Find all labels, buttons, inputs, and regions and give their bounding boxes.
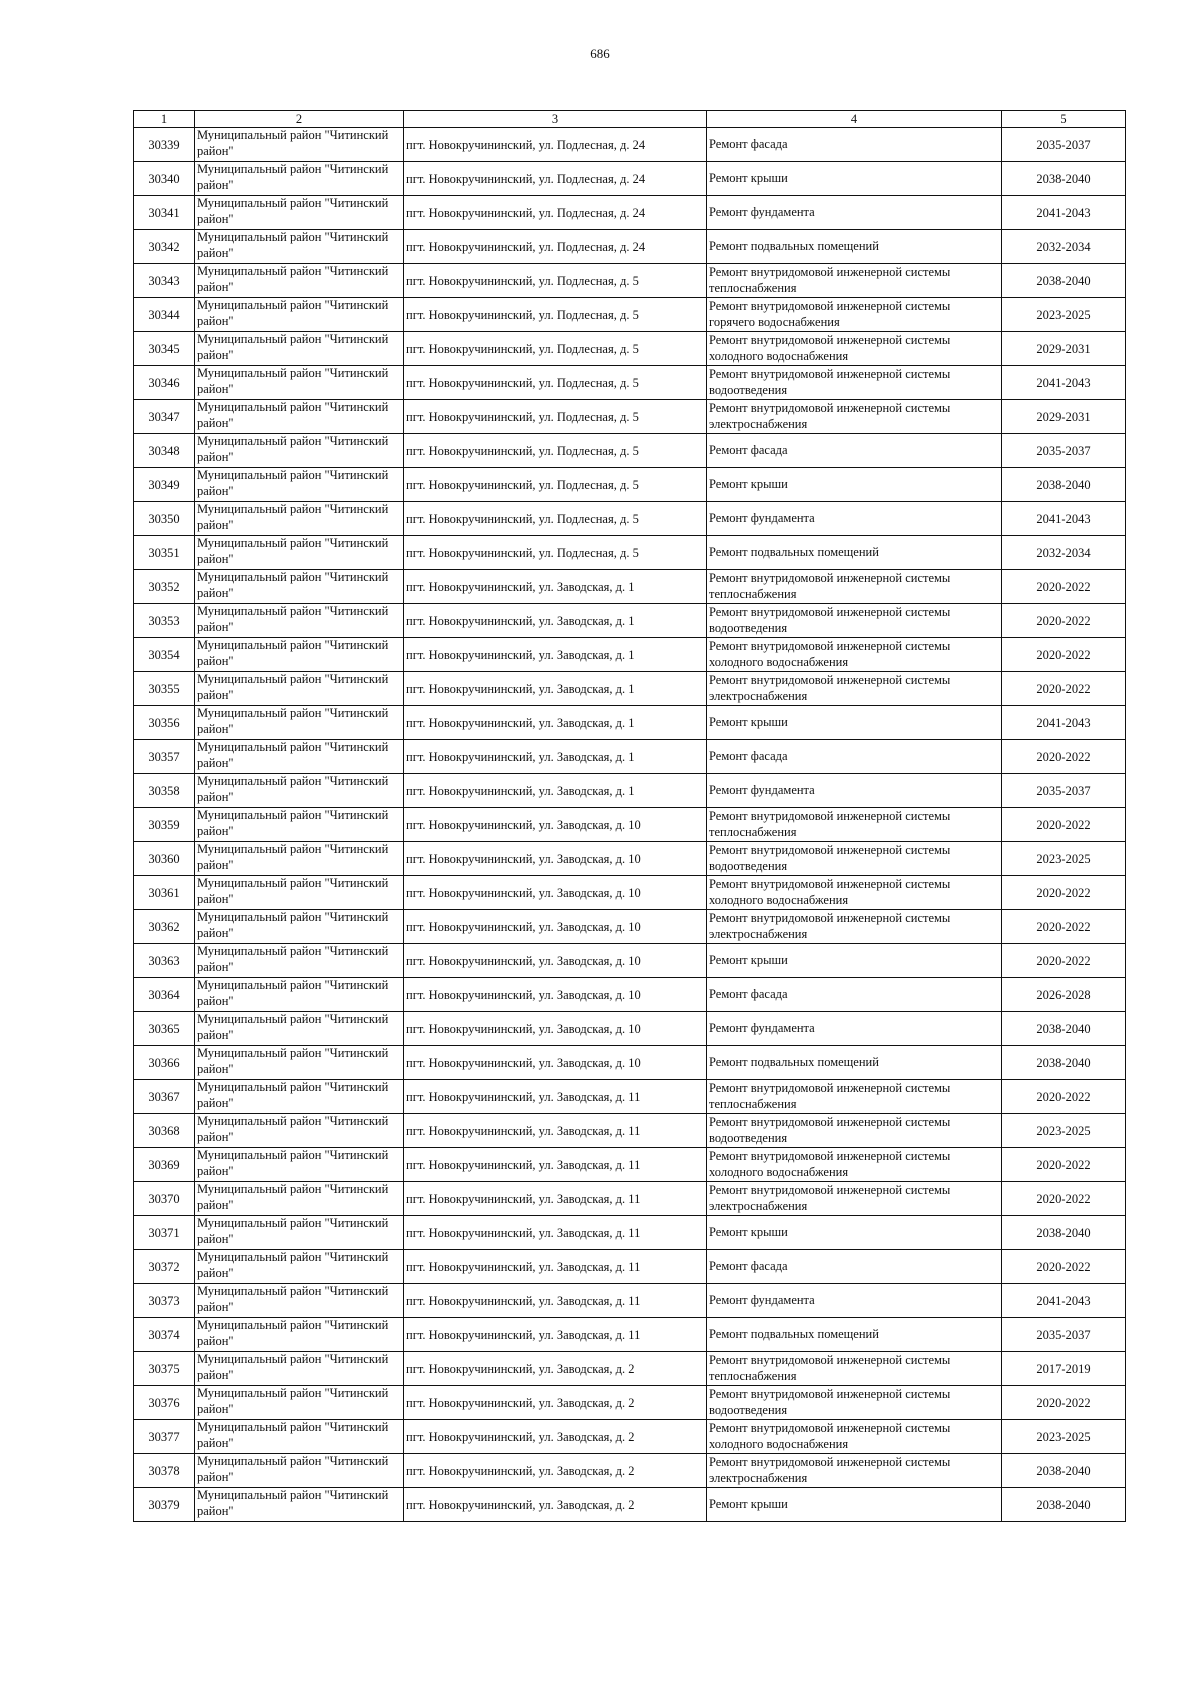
address-cell: пгт. Новокручининский, ул. Заводская, д. 1	[404, 638, 707, 672]
municipality-cell: Муниципальный район "Читинский район"	[195, 1250, 404, 1284]
row-number-cell: 30359	[134, 808, 195, 842]
work-type-cell: Ремонт внутридомовой инженерной системы электроснабжения	[707, 1182, 1002, 1216]
row-number-cell: 30351	[134, 536, 195, 570]
period-cell: 2041-2043	[1002, 366, 1126, 400]
table-row	[134, 706, 1126, 740]
municipality-cell: Муниципальный район "Читинский район"	[195, 128, 404, 162]
table-row	[134, 502, 1126, 536]
row-number-cell: 30360	[134, 842, 195, 876]
municipality-cell: Муниципальный район "Читинский район"	[195, 1216, 404, 1250]
municipality-cell: Муниципальный район "Читинский район"	[195, 434, 404, 468]
period-cell: 2035-2037	[1002, 434, 1126, 468]
work-type-cell: Ремонт крыши	[707, 468, 1002, 502]
period-cell: 2038-2040	[1002, 264, 1126, 298]
work-type-cell: Ремонт фундамента	[707, 774, 1002, 808]
municipality-cell: Муниципальный район "Читинский район"	[195, 1488, 404, 1522]
address-cell: пгт. Новокручининский, ул. Заводская, д. 11	[404, 1182, 707, 1216]
work-type-cell: Ремонт подвальных помещений	[707, 1318, 1002, 1352]
work-type-cell: Ремонт подвальных помещений	[707, 1046, 1002, 1080]
row-number-cell: 30379	[134, 1488, 195, 1522]
period-cell: 2017-2019	[1002, 1352, 1126, 1386]
municipality-cell: Муниципальный район "Читинский район"	[195, 944, 404, 978]
row-number-cell: 30373	[134, 1284, 195, 1318]
row-number-cell: 30346	[134, 366, 195, 400]
municipality-cell: Муниципальный район "Читинский район"	[195, 910, 404, 944]
row-number-cell: 30362	[134, 910, 195, 944]
municipality-cell: Муниципальный район "Читинский район"	[195, 1046, 404, 1080]
table-row	[134, 910, 1126, 944]
table-row	[134, 1114, 1126, 1148]
work-type-cell: Ремонт фундамента	[707, 1284, 1002, 1318]
address-cell: пгт. Новокручининский, ул. Заводская, д. 2	[404, 1352, 707, 1386]
address-cell: пгт. Новокручининский, ул. Заводская, д. 1	[404, 774, 707, 808]
table-row	[134, 434, 1126, 468]
work-type-cell: Ремонт внутридомовой инженерной системы электроснабжения	[707, 672, 1002, 706]
table-row	[134, 774, 1126, 808]
address-cell: пгт. Новокручининский, ул. Заводская, д. 11	[404, 1284, 707, 1318]
address-cell: пгт. Новокручининский, ул. Заводская, д. 11	[404, 1216, 707, 1250]
work-type-cell: Ремонт фасада	[707, 128, 1002, 162]
row-number-cell: 30372	[134, 1250, 195, 1284]
row-number-cell: 30357	[134, 740, 195, 774]
address-cell: пгт. Новокручининский, ул. Заводская, д. 2	[404, 1454, 707, 1488]
table-header	[134, 111, 1126, 128]
row-number-cell: 30374	[134, 1318, 195, 1352]
row-number-cell: 30349	[134, 468, 195, 502]
address-cell: пгт. Новокручининский, ул. Подлесная, д. 5	[404, 400, 707, 434]
row-number-cell: 30358	[134, 774, 195, 808]
address-cell: пгт. Новокручининский, ул. Подлесная, д. 5	[404, 536, 707, 570]
municipality-cell: Муниципальный район "Читинский район"	[195, 638, 404, 672]
work-type-cell: Ремонт внутридомовой инженерной системы холодного водоснабжения	[707, 638, 1002, 672]
work-type-cell: Ремонт фасада	[707, 740, 1002, 774]
table-row	[134, 1250, 1126, 1284]
period-cell: 2038-2040	[1002, 1216, 1126, 1250]
municipality-cell: Муниципальный район "Читинский район"	[195, 604, 404, 638]
header-row	[134, 111, 1126, 128]
address-cell: пгт. Новокручининский, ул. Заводская, д. 11	[404, 1148, 707, 1182]
period-cell: 2041-2043	[1002, 706, 1126, 740]
page-number: 686	[590, 46, 610, 61]
work-type-cell: Ремонт внутридомовой инженерной системы холодного водоснабжения	[707, 1420, 1002, 1454]
work-type-cell: Ремонт внутридомовой инженерной системы теплоснабжения	[707, 264, 1002, 298]
table-row	[134, 876, 1126, 910]
table-row	[134, 536, 1126, 570]
row-number-cell: 30367	[134, 1080, 195, 1114]
address-cell: пгт. Новокручининский, ул. Заводская, д. 10	[404, 978, 707, 1012]
address-cell: пгт. Новокручининский, ул. Заводская, д. 1	[404, 672, 707, 706]
table-row	[134, 332, 1126, 366]
table-row	[134, 1352, 1126, 1386]
municipality-cell: Муниципальный район "Читинский район"	[195, 366, 404, 400]
table-row	[134, 196, 1126, 230]
table-row	[134, 638, 1126, 672]
work-type-cell: Ремонт внутридомовой инженерной системы водоотведения	[707, 842, 1002, 876]
row-number-cell: 30343	[134, 264, 195, 298]
municipality-cell: Муниципальный район "Читинский район"	[195, 1080, 404, 1114]
work-type-cell: Ремонт крыши	[707, 706, 1002, 740]
period-cell: 2035-2037	[1002, 1318, 1126, 1352]
table-row	[134, 1182, 1126, 1216]
work-type-cell: Ремонт внутридомовой инженерной системы холодного водоснабжения	[707, 332, 1002, 366]
address-cell: пгт. Новокручининский, ул. Подлесная, д. 24	[404, 196, 707, 230]
address-cell: пгт. Новокручининский, ул. Подлесная, д. 5	[404, 502, 707, 536]
address-cell: пгт. Новокручининский, ул. Заводская, д. 2	[404, 1488, 707, 1522]
work-type-cell: Ремонт фасада	[707, 978, 1002, 1012]
municipality-cell: Муниципальный район "Читинский район"	[195, 1114, 404, 1148]
period-cell: 2023-2025	[1002, 1420, 1126, 1454]
municipality-cell: Муниципальный район "Читинский район"	[195, 1284, 404, 1318]
address-cell: пгт. Новокручининский, ул. Подлесная, д. 24	[404, 162, 707, 196]
row-number-cell: 30356	[134, 706, 195, 740]
row-number-cell: 30364	[134, 978, 195, 1012]
address-cell: пгт. Новокручининский, ул. Заводская, д. 11	[404, 1250, 707, 1284]
period-cell: 2038-2040	[1002, 1488, 1126, 1522]
address-cell: пгт. Новокручининский, ул. Заводская, д. 11	[404, 1114, 707, 1148]
table-row	[134, 264, 1126, 298]
table-row	[134, 672, 1126, 706]
work-type-cell: Ремонт внутридомовой инженерной системы теплоснабжения	[707, 570, 1002, 604]
municipality-cell: Муниципальный район "Читинский район"	[195, 162, 404, 196]
period-cell: 2020-2022	[1002, 1182, 1126, 1216]
row-number-cell: 30378	[134, 1454, 195, 1488]
row-number-cell: 30375	[134, 1352, 195, 1386]
period-cell: 2038-2040	[1002, 1046, 1126, 1080]
address-cell: пгт. Новокручининский, ул. Заводская, д. 10	[404, 842, 707, 876]
row-number-cell: 30352	[134, 570, 195, 604]
table-row	[134, 808, 1126, 842]
period-cell: 2026-2028	[1002, 978, 1126, 1012]
period-cell: 2038-2040	[1002, 1012, 1126, 1046]
period-cell: 2020-2022	[1002, 672, 1126, 706]
municipality-cell: Муниципальный район "Читинский район"	[195, 1182, 404, 1216]
municipality-cell: Муниципальный район "Читинский район"	[195, 1454, 404, 1488]
row-number-cell: 30339	[134, 128, 195, 162]
municipality-cell: Муниципальный район "Читинский район"	[195, 1352, 404, 1386]
address-cell: пгт. Новокручининский, ул. Подлесная, д. 24	[404, 230, 707, 264]
period-cell: 2023-2025	[1002, 298, 1126, 332]
row-number-cell: 30371	[134, 1216, 195, 1250]
table-row	[134, 230, 1126, 264]
municipality-cell: Муниципальный район "Читинский район"	[195, 298, 404, 332]
row-number-cell: 30340	[134, 162, 195, 196]
column-header-municipality: 2	[195, 111, 404, 128]
table-row	[134, 1012, 1126, 1046]
row-number-cell: 30354	[134, 638, 195, 672]
work-type-cell: Ремонт внутридомовой инженерной системы холодного водоснабжения	[707, 876, 1002, 910]
municipality-cell: Муниципальный район "Читинский район"	[195, 570, 404, 604]
table-row	[134, 604, 1126, 638]
table-row	[134, 944, 1126, 978]
work-type-cell: Ремонт крыши	[707, 1216, 1002, 1250]
address-cell: пгт. Новокручининский, ул. Заводская, д. 2	[404, 1420, 707, 1454]
column-header-period: 5	[1002, 111, 1126, 128]
municipality-cell: Муниципальный район "Читинский район"	[195, 400, 404, 434]
table-row	[134, 1148, 1126, 1182]
period-cell: 2020-2022	[1002, 944, 1126, 978]
row-number-cell: 30348	[134, 434, 195, 468]
period-cell: 2035-2037	[1002, 774, 1126, 808]
table-row	[134, 842, 1126, 876]
period-cell: 2020-2022	[1002, 740, 1126, 774]
period-cell: 2035-2037	[1002, 128, 1126, 162]
row-number-cell: 30363	[134, 944, 195, 978]
municipality-cell: Муниципальный район "Читинский район"	[195, 502, 404, 536]
period-cell: 2020-2022	[1002, 1080, 1126, 1114]
period-cell: 2038-2040	[1002, 1454, 1126, 1488]
work-type-cell: Ремонт крыши	[707, 944, 1002, 978]
table-row	[134, 1216, 1126, 1250]
period-cell: 2032-2034	[1002, 536, 1126, 570]
period-cell: 2020-2022	[1002, 808, 1126, 842]
address-cell: пгт. Новокручининский, ул. Подлесная, д. 5	[404, 366, 707, 400]
municipality-cell: Муниципальный район "Читинский район"	[195, 842, 404, 876]
work-type-cell: Ремонт крыши	[707, 162, 1002, 196]
work-type-cell: Ремонт внутридомовой инженерной системы электроснабжения	[707, 910, 1002, 944]
period-cell: 2041-2043	[1002, 502, 1126, 536]
work-type-cell: Ремонт фундамента	[707, 196, 1002, 230]
address-cell: пгт. Новокручининский, ул. Подлесная, д. 5	[404, 434, 707, 468]
period-cell: 2029-2031	[1002, 332, 1126, 366]
municipality-cell: Муниципальный район "Читинский район"	[195, 808, 404, 842]
municipality-cell: Муниципальный район "Читинский район"	[195, 1420, 404, 1454]
municipality-cell: Муниципальный район "Читинский район"	[195, 706, 404, 740]
row-number-cell: 30342	[134, 230, 195, 264]
registry-table	[133, 110, 1126, 1522]
row-number-cell: 30368	[134, 1114, 195, 1148]
address-cell: пгт. Новокручининский, ул. Заводская, д. 10	[404, 1012, 707, 1046]
work-type-cell: Ремонт внутридомовой инженерной системы горячего водоснабжения	[707, 298, 1002, 332]
address-cell: пгт. Новокручининский, ул. Подлесная, д. 5	[404, 468, 707, 502]
period-cell: 2020-2022	[1002, 604, 1126, 638]
row-number-cell: 30377	[134, 1420, 195, 1454]
municipality-cell: Муниципальный район "Читинский район"	[195, 672, 404, 706]
table-row	[134, 400, 1126, 434]
municipality-cell: Муниципальный район "Читинский район"	[195, 230, 404, 264]
period-cell: 2023-2025	[1002, 1114, 1126, 1148]
municipality-cell: Муниципальный район "Читинский район"	[195, 1318, 404, 1352]
table-row	[134, 366, 1126, 400]
municipality-cell: Муниципальный район "Читинский район"	[195, 196, 404, 230]
row-number-cell: 30347	[134, 400, 195, 434]
table-row	[134, 1080, 1126, 1114]
work-type-cell: Ремонт внутридомовой инженерной системы водоотведения	[707, 604, 1002, 638]
table-row	[134, 162, 1126, 196]
municipality-cell: Муниципальный район "Читинский район"	[195, 264, 404, 298]
table-row	[134, 1046, 1126, 1080]
table-row	[134, 1284, 1126, 1318]
period-cell: 2020-2022	[1002, 1148, 1126, 1182]
address-cell: пгт. Новокручининский, ул. Заводская, д. 1	[404, 604, 707, 638]
table-row	[134, 1318, 1126, 1352]
address-cell: пгт. Новокручининский, ул. Заводская, д. 10	[404, 910, 707, 944]
address-cell: пгт. Новокручининский, ул. Заводская, д. 11	[404, 1318, 707, 1352]
column-header-address: 3	[404, 111, 707, 128]
period-cell: 2020-2022	[1002, 876, 1126, 910]
row-number-cell: 30376	[134, 1386, 195, 1420]
address-cell: пгт. Новокручининский, ул. Подлесная, д. 5	[404, 264, 707, 298]
work-type-cell: Ремонт внутридомовой инженерной системы водоотведения	[707, 1386, 1002, 1420]
period-cell: 2032-2034	[1002, 230, 1126, 264]
work-type-cell: Ремонт внутридомовой инженерной системы электроснабжения	[707, 400, 1002, 434]
work-type-cell: Ремонт внутридомовой инженерной системы теплоснабжения	[707, 1080, 1002, 1114]
address-cell: пгт. Новокручининский, ул. Подлесная, д. 5	[404, 332, 707, 366]
address-cell: пгт. Новокручининский, ул. Заводская, д. 1	[404, 570, 707, 604]
row-number-cell: 30355	[134, 672, 195, 706]
table-row	[134, 740, 1126, 774]
table-row	[134, 128, 1126, 162]
work-type-cell: Ремонт внутридомовой инженерной системы электроснабжения	[707, 1454, 1002, 1488]
table-row	[134, 978, 1126, 1012]
column-header-work-type: 4	[707, 111, 1002, 128]
work-type-cell: Ремонт фундамента	[707, 1012, 1002, 1046]
work-type-cell: Ремонт внутридомовой инженерной системы теплоснабжения	[707, 1352, 1002, 1386]
address-cell: пгт. Новокручининский, ул. Заводская, д. 11	[404, 1080, 707, 1114]
address-cell: пгт. Новокручининский, ул. Заводская, д. 1	[404, 740, 707, 774]
municipality-cell: Муниципальный район "Читинский район"	[195, 1386, 404, 1420]
address-cell: пгт. Новокручининский, ул. Подлесная, д. 5	[404, 298, 707, 332]
municipality-cell: Муниципальный район "Читинский район"	[195, 876, 404, 910]
municipality-cell: Муниципальный район "Читинский район"	[195, 978, 404, 1012]
row-number-cell: 30353	[134, 604, 195, 638]
work-type-cell: Ремонт крыши	[707, 1488, 1002, 1522]
row-number-cell: 30369	[134, 1148, 195, 1182]
period-cell: 2038-2040	[1002, 468, 1126, 502]
work-type-cell: Ремонт внутридомовой инженерной системы холодного водоснабжения	[707, 1148, 1002, 1182]
row-number-cell: 30370	[134, 1182, 195, 1216]
municipality-cell: Муниципальный район "Читинский район"	[195, 332, 404, 366]
work-type-cell: Ремонт внутридомовой инженерной системы теплоснабжения	[707, 808, 1002, 842]
period-cell: 2029-2031	[1002, 400, 1126, 434]
period-cell: 2038-2040	[1002, 162, 1126, 196]
table-row	[134, 298, 1126, 332]
table-row	[134, 1454, 1126, 1488]
address-cell: пгт. Новокручининский, ул. Подлесная, д. 24	[404, 128, 707, 162]
municipality-cell: Муниципальный район "Читинский район"	[195, 1148, 404, 1182]
period-cell: 2041-2043	[1002, 1284, 1126, 1318]
address-cell: пгт. Новокручининский, ул. Заводская, д. 10	[404, 876, 707, 910]
municipality-cell: Муниципальный район "Читинский район"	[195, 774, 404, 808]
row-number-cell: 30366	[134, 1046, 195, 1080]
work-type-cell: Ремонт подвальных помещений	[707, 230, 1002, 264]
row-number-cell: 30361	[134, 876, 195, 910]
work-type-cell: Ремонт фасада	[707, 434, 1002, 468]
table-row	[134, 1386, 1126, 1420]
work-type-cell: Ремонт фасада	[707, 1250, 1002, 1284]
municipality-cell: Муниципальный район "Читинский район"	[195, 1012, 404, 1046]
row-number-cell: 30341	[134, 196, 195, 230]
address-cell: пгт. Новокручининский, ул. Заводская, д. 1	[404, 706, 707, 740]
municipality-cell: Муниципальный район "Читинский район"	[195, 468, 404, 502]
municipality-cell: Муниципальный район "Читинский район"	[195, 740, 404, 774]
period-cell: 2023-2025	[1002, 842, 1126, 876]
work-type-cell: Ремонт подвальных помещений	[707, 536, 1002, 570]
work-type-cell: Ремонт внутридомовой инженерной системы водоотведения	[707, 366, 1002, 400]
address-cell: пгт. Новокручининский, ул. Заводская, д. 10	[404, 808, 707, 842]
address-cell: пгт. Новокручининский, ул. Заводская, д. 2	[404, 1386, 707, 1420]
table-row	[134, 468, 1126, 502]
period-cell: 2020-2022	[1002, 1386, 1126, 1420]
table-row	[134, 1488, 1126, 1522]
address-cell: пгт. Новокручининский, ул. Заводская, д. 10	[404, 944, 707, 978]
row-number-cell: 30345	[134, 332, 195, 366]
row-number-cell: 30350	[134, 502, 195, 536]
period-cell: 2020-2022	[1002, 1250, 1126, 1284]
table-row	[134, 1420, 1126, 1454]
table-row	[134, 570, 1126, 604]
period-cell: 2041-2043	[1002, 196, 1126, 230]
row-number-cell: 30344	[134, 298, 195, 332]
work-type-cell: Ремонт внутридомовой инженерной системы водоотведения	[707, 1114, 1002, 1148]
column-header-number: 1	[134, 111, 195, 128]
period-cell: 2020-2022	[1002, 910, 1126, 944]
address-cell: пгт. Новокручининский, ул. Заводская, д. 10	[404, 1046, 707, 1080]
period-cell: 2020-2022	[1002, 638, 1126, 672]
table-body	[134, 128, 1126, 1522]
work-type-cell: Ремонт фундамента	[707, 502, 1002, 536]
municipality-cell: Муниципальный район "Читинский район"	[195, 536, 404, 570]
period-cell: 2020-2022	[1002, 570, 1126, 604]
row-number-cell: 30365	[134, 1012, 195, 1046]
